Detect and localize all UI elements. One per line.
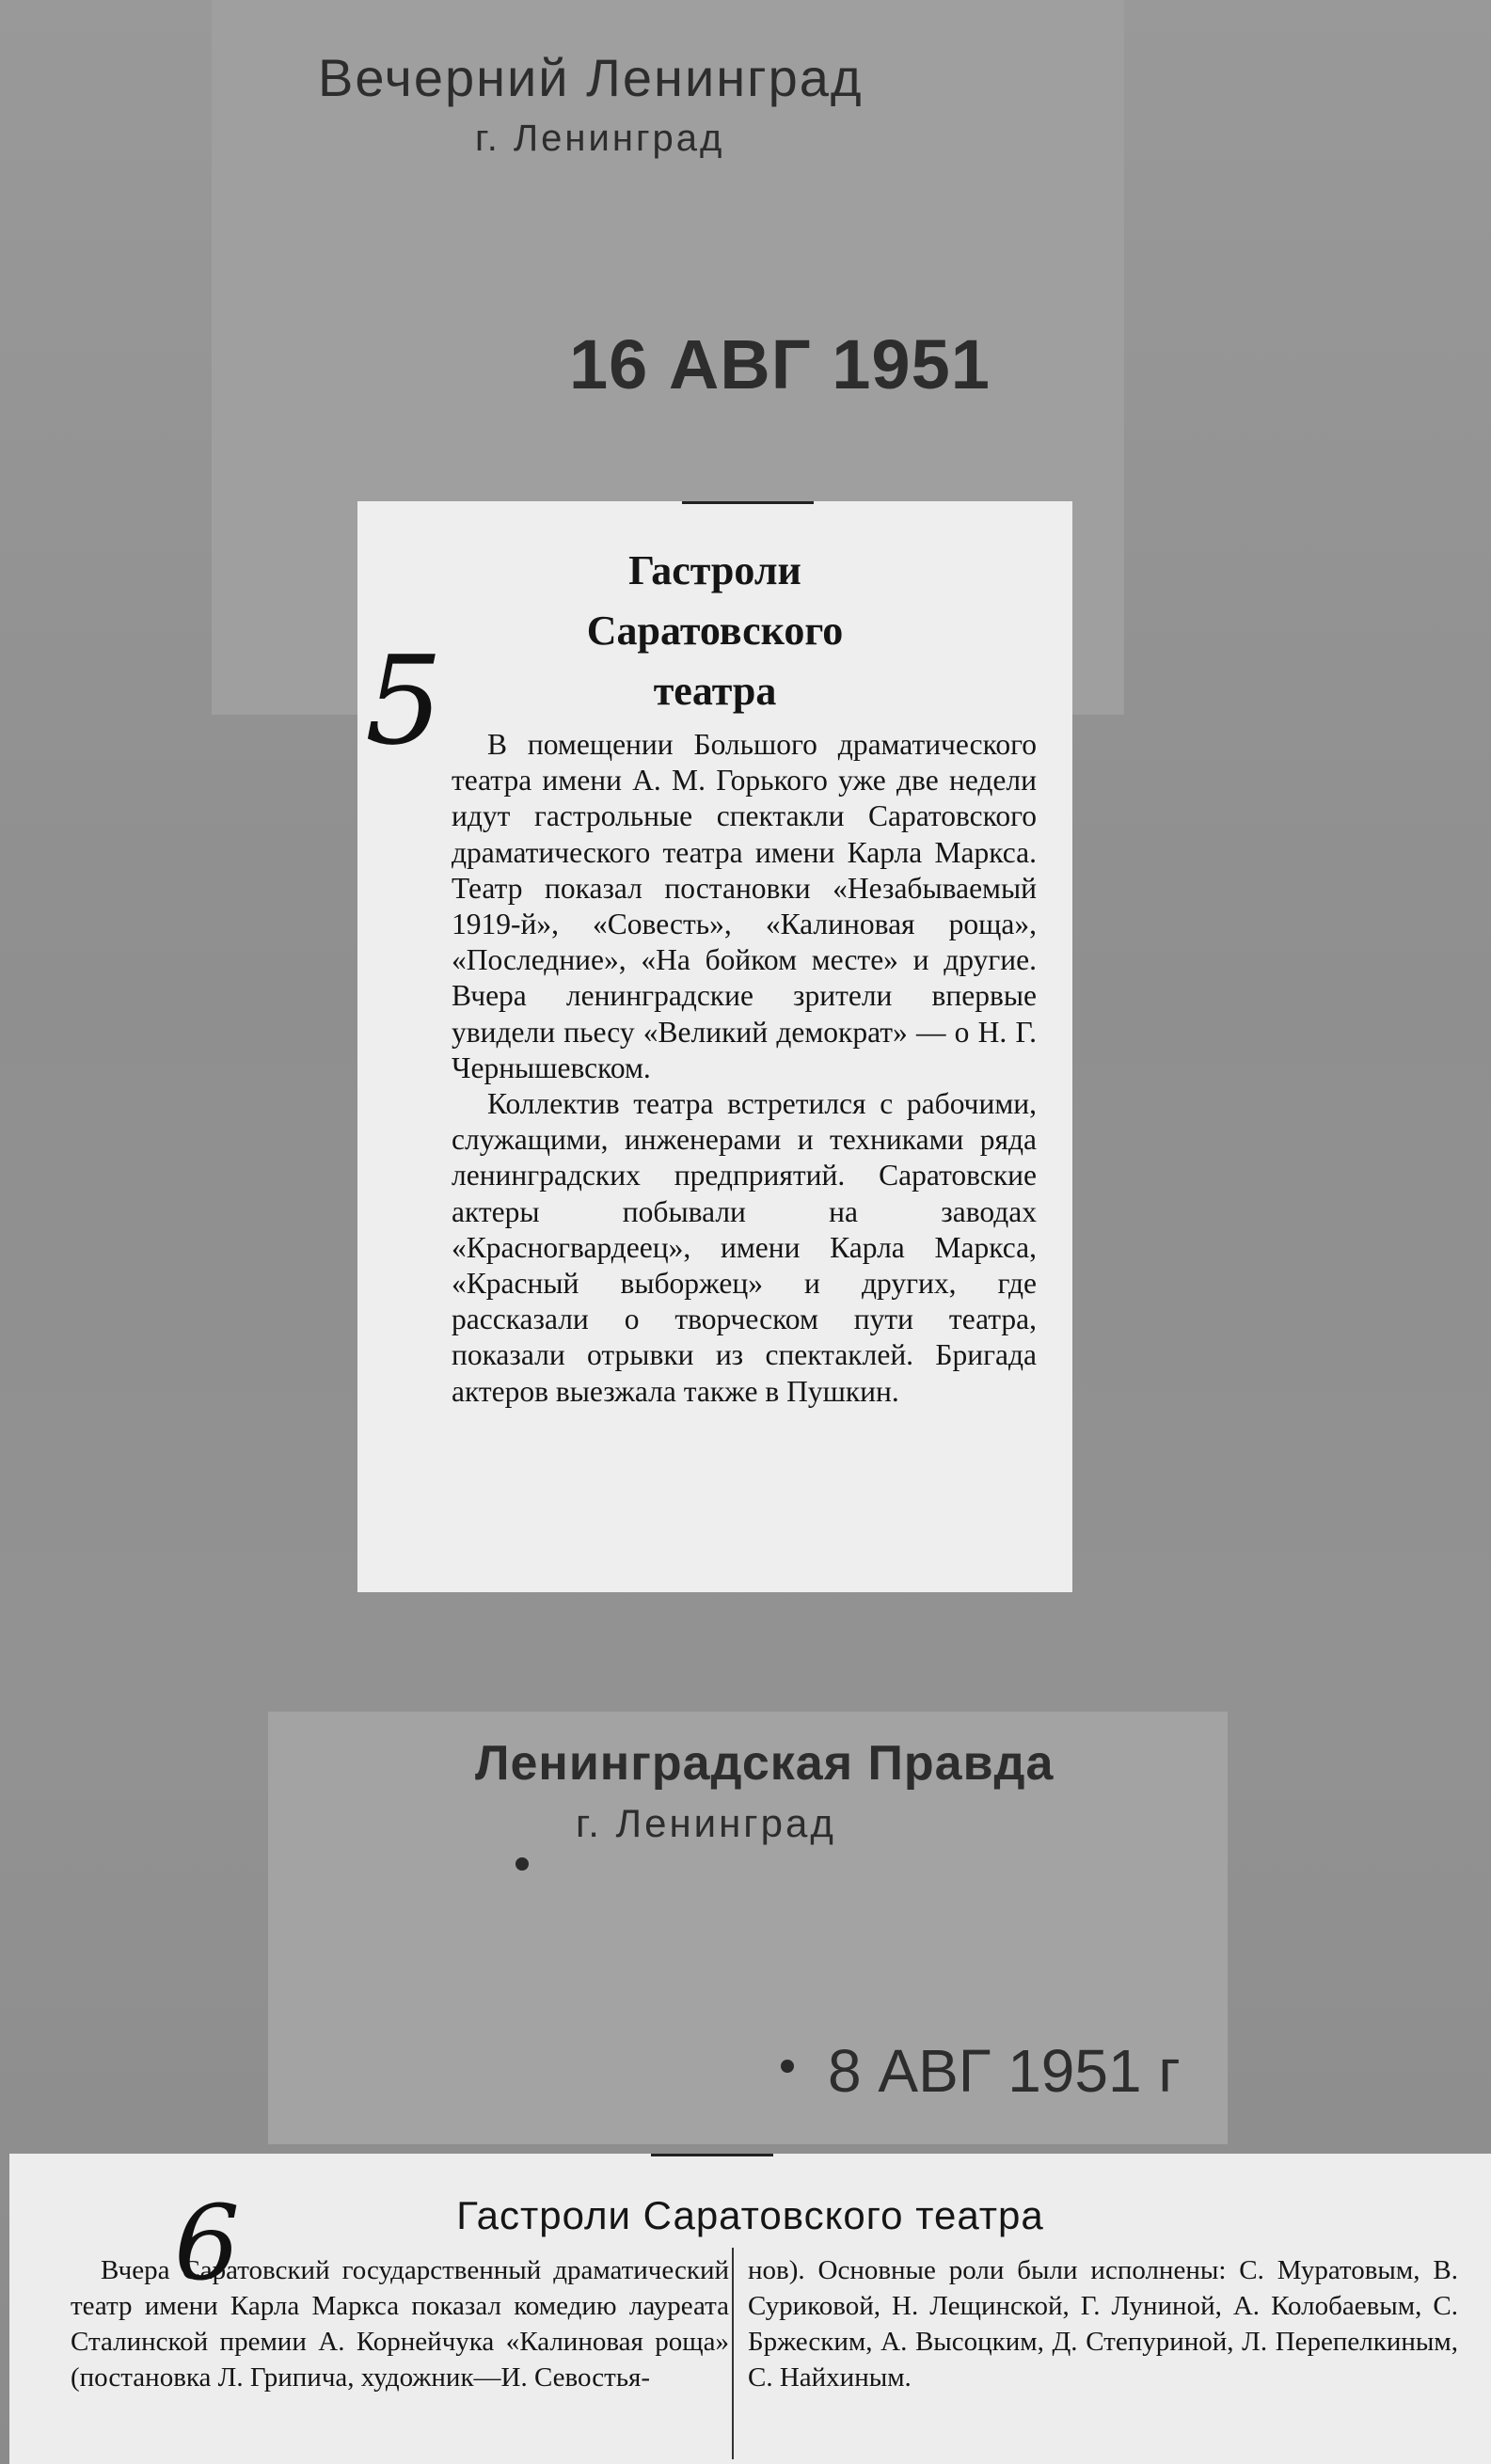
newspaper-clipping-article (357, 501, 1072, 1592)
article-headline (357, 541, 1072, 721)
ink-dot (781, 2060, 794, 2073)
newspaper-name-stamp: Вечерний Ленинград (318, 48, 864, 107)
city-stamp: г. Ленинград (576, 1801, 836, 1845)
handwritten-number-mark: 5 (365, 629, 443, 772)
date-stamp: 16 АВГ 1951 (569, 325, 991, 403)
article-paragraph: В помещении Большого драматического театра имени А. М. Горького уже две недели идут гастрольные спектакли Саратовского драматического театра имени Карла Маркса. Театр показал постановки «Незабываемый 1919-й», «Совесть», «Калиновая роща», «Последние», «На бойком месте» и другие. Вчера ленинградские зрители впервые увидели пьесу «Великий демократ» — о Н. Г. Чернышевском. (452, 728, 1037, 1084)
headline-line: Саратовского (586, 608, 844, 654)
ink-dot (516, 1857, 529, 1871)
headline-rule (682, 501, 814, 504)
article-column: нов). Основные роли были исполнены: С. Муратовым, В. Суриковой, Н. Лещинской, Г. Луниной, А. Колобаевым, С. Бржеским, А. Высоцким, Д. Степуриной, Л. Перепелкиным, С. Найхиным. (748, 2255, 1458, 2393)
article-paragraph: Коллектив театра встретился с рабочими, служащими, инженерами и техниками ряда ленинградских предприятий. Саратовские актеры побывали на заводах «Красногвардеец», имени Карла Маркса, «Красный выборжец» и других, где рассказали о творческом пути театра, показали отрывки из спектаклей. Бригада актеров выезжала также в Пушкин. (452, 1087, 1037, 1408)
article-headline: Гастроли Саратовского театра (456, 2193, 1044, 2237)
newspaper-name-stamp: Ленинградская Правда (475, 1736, 1055, 1791)
date-stamp: 8 АВГ 1951 г (828, 2037, 1181, 2105)
article-column: Вчера Саратовский государственный драматический театр имени Карла Маркса показал комедию лауреата Сталинской премии А. Корнейчука «Калиновая роща» (постановка Л. Грипича, художник—И. Севостья- (71, 2255, 729, 2393)
headline-line: театра (653, 668, 777, 714)
city-stamp: г. Ленинград (475, 118, 725, 159)
column-divider (732, 2248, 734, 2459)
headline-rule (651, 2154, 773, 2156)
handwritten-number-mark: 6 (174, 2183, 240, 2303)
article-body (452, 727, 1037, 1410)
headline-line: Гастроли (628, 547, 801, 593)
